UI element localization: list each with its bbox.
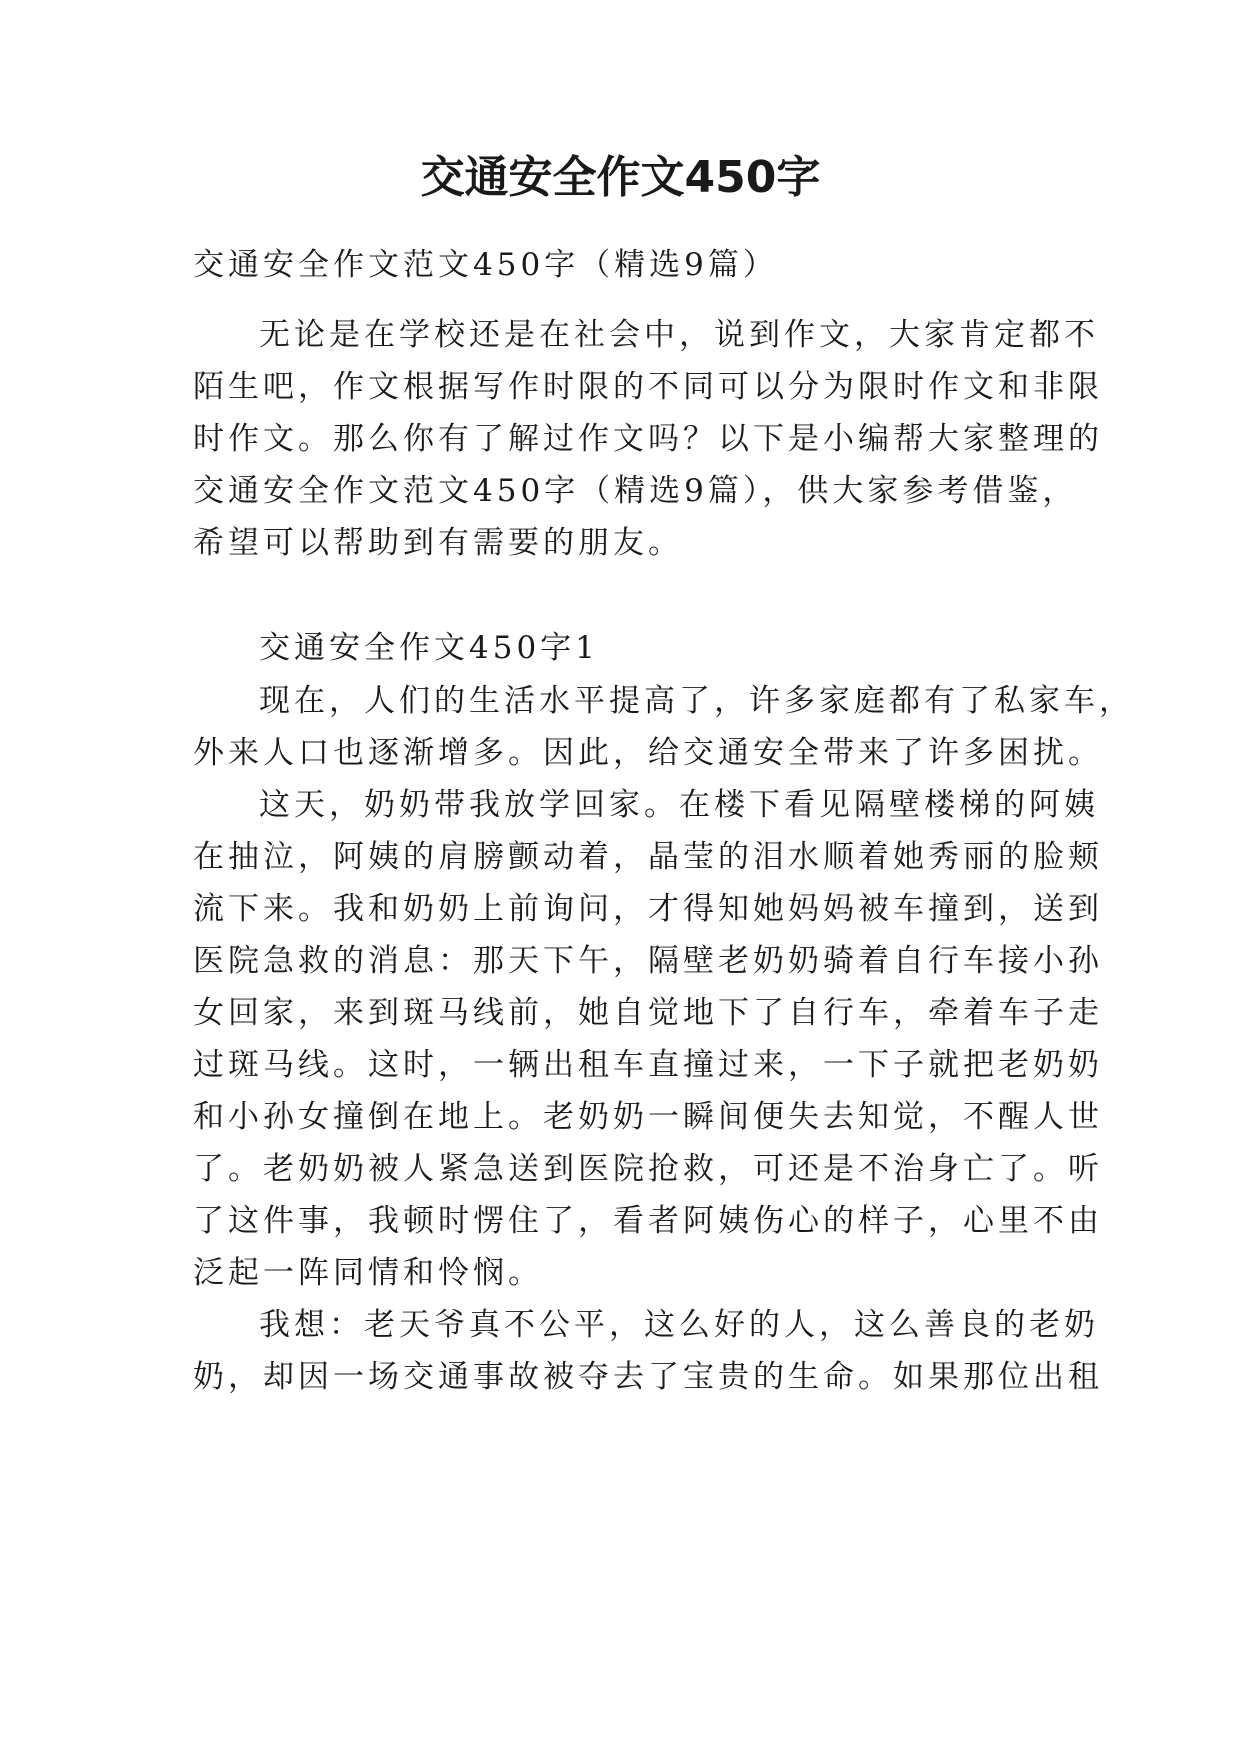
body-line: 医院急救的消息：那天下午，隔壁老奶奶骑着自行车接小孙 [193, 943, 1103, 979]
intro-line: 陌生吧，作文根据写作时限的不同可以分为限时作文和非限 [193, 369, 1103, 405]
intro-line: 无论是在学校还是在社会中，说到作文，大家肯定都不 [259, 317, 1099, 353]
body-line: 过斑马线。这时，一辆出租车直撞过来，一下子就把老奶奶 [193, 1047, 1103, 1083]
body-line: 女回家，来到斑马线前，她自觉地下了自行车，牵着车子走 [193, 995, 1103, 1031]
document-subtitle: 交通安全作文范文450字（精选9篇） [193, 247, 778, 283]
document-title: 交通安全作文450字 [420, 152, 821, 203]
body-line: 奶，却因一场交通事故被夺去了宝贵的生命。如果那位出租 [193, 1359, 1103, 1395]
intro-line: 时作文。那么你有了解过作文吗？以下是小编帮大家整理的 [193, 421, 1103, 457]
body-line: 了这件事，我顿时愣住了，看者阿姨伤心的样子，心里不由 [193, 1203, 1103, 1239]
body-line: 我想：老天爷真不公平，这么好的人，这么善良的老奶 [259, 1307, 1099, 1343]
body-line: 这天，奶奶带我放学回家。在楼下看见隔壁楼梯的阿姨 [259, 787, 1099, 823]
body-line: 泛起一阵同情和怜悯。 [193, 1255, 543, 1291]
body-line: 流下来。我和奶奶上前询问，才得知她妈妈被车撞到，送到 [193, 891, 1103, 927]
body-line: 在抽泣，阿姨的肩膀颤动着，晶莹的泪水顺着她秀丽的脸颊 [193, 839, 1103, 875]
body-line: 外来人口也逐渐增多。因此，给交通安全带来了许多困扰。 [193, 735, 1103, 771]
intro-line: 交通安全作文范文450字（精选9篇），供大家参考借鉴， [193, 473, 1078, 509]
body-line: 了。老奶奶被人紧急送到医院抢救，可还是不治身亡了。听 [193, 1151, 1103, 1187]
section-heading: 交通安全作文450字1 [259, 630, 599, 666]
body-line: 现在，人们的生活水平提高了，许多家庭都有了私家车， [259, 683, 1134, 719]
body-line: 和小孙女撞倒在地上。老奶奶一瞬间便失去知觉，不醒人世 [193, 1099, 1103, 1135]
intro-line: 希望可以帮助到有需要的朋友。 [193, 525, 683, 561]
